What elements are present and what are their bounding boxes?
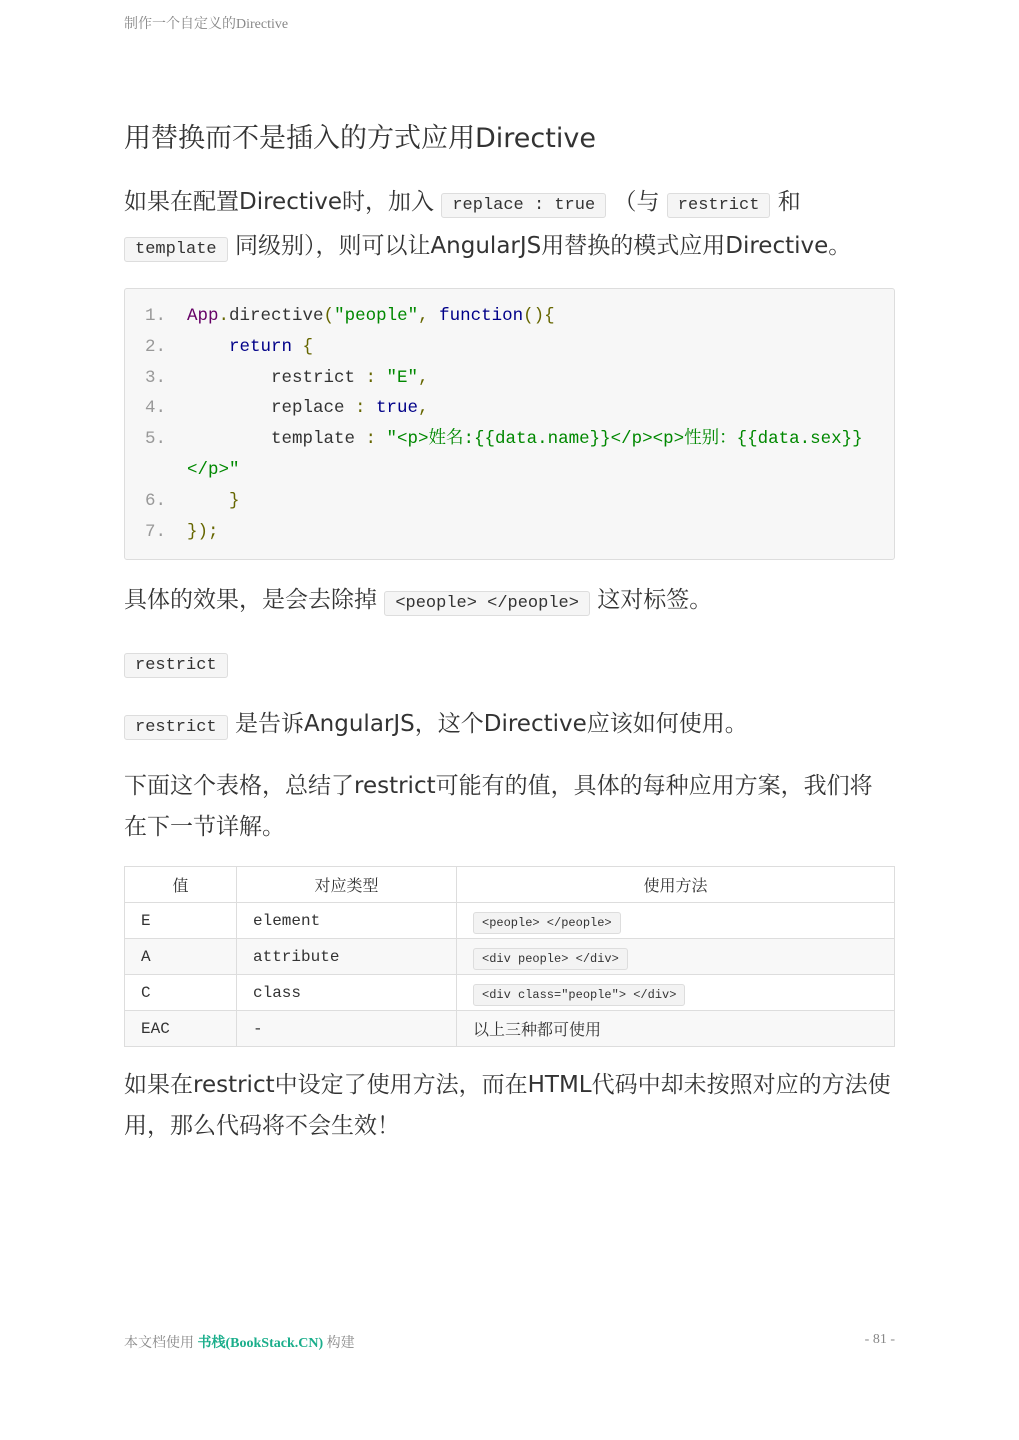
text: （与: [613, 189, 660, 215]
code-token: true: [376, 398, 419, 419]
text: 同级别），则可以让AngularJS用替换的模式应用Directive。: [234, 233, 852, 259]
restrict-table: [124, 866, 895, 1047]
line-number: 7.: [145, 521, 167, 542]
code-token: (){: [523, 306, 555, 326]
table-cell: C: [125, 975, 237, 1011]
table-row: [125, 1011, 895, 1047]
code-token: function: [439, 306, 524, 326]
code-token: directive: [229, 306, 324, 326]
code-block: [124, 288, 895, 560]
code-token: .: [218, 306, 230, 326]
code-token: ,: [418, 306, 440, 326]
page-content: [124, 118, 895, 1165]
code-token: :: [365, 367, 387, 388]
running-header: 制作一个自定义的Directive: [124, 17, 289, 32]
table-cell: EAC: [125, 1011, 237, 1047]
code-line: [145, 363, 874, 394]
paragraph-effect: [124, 580, 895, 624]
table-cell: -: [237, 1011, 457, 1047]
inline-code: replace : true: [441, 193, 606, 218]
code-token: template: [187, 429, 366, 450]
table-cell: element: [237, 903, 457, 939]
inline-code: <people> </people>: [473, 912, 621, 934]
code-token: ,: [418, 367, 429, 388]
code-token: }: [187, 490, 240, 511]
inline-code: <div class="people"> </div>: [473, 984, 685, 1006]
code-token: ,: [418, 398, 429, 419]
section-heading: 用替换而不是插入的方式应用Directive: [124, 123, 596, 154]
code-line: [145, 486, 874, 517]
inline-code: <people> </people>: [384, 591, 590, 616]
text: 这对标签。: [597, 587, 713, 614]
code-line: [145, 332, 874, 363]
column-header: 使用方法: [457, 867, 895, 903]
line-number: 6.: [145, 490, 167, 511]
line-number: 4.: [145, 398, 167, 419]
footer-credit: [124, 1332, 355, 1352]
page-number: - 81 -: [864, 1332, 895, 1347]
paragraph-warning: 如果在restrict中设定了使用方法，而在HTML代码中却未按照对应的方法使用，那么代码将不会生效！: [124, 1072, 891, 1140]
text: 具体的效果，是会去除掉: [124, 587, 377, 614]
brand-link[interactable]: 书栈(BookStack.CN): [197, 1336, 324, 1351]
code-token: });: [187, 521, 219, 542]
text: 本文档使用: [124, 1336, 198, 1351]
inline-code: restrict: [667, 193, 771, 218]
code-line: [145, 424, 874, 455]
code-line: [145, 455, 874, 486]
table-cell: class: [237, 975, 457, 1011]
code-token: :: [365, 429, 387, 450]
code-token: return: [229, 336, 293, 357]
table-cell: [457, 903, 895, 939]
table-row: [125, 939, 895, 975]
table-row: [125, 903, 895, 939]
code-token: replace: [187, 398, 356, 419]
inline-code: <div people> </div>: [473, 948, 628, 970]
code-token: App: [187, 306, 219, 326]
code-line: [145, 517, 874, 548]
table-cell: [457, 939, 895, 975]
paragraph-table-intro: 下面这个表格，总结了restrict可能有的值，具体的每种应用方案，我们将在下一节详解。: [124, 773, 873, 841]
text: 和: [777, 189, 801, 215]
code-token: "E": [386, 367, 419, 388]
code-line: [145, 301, 874, 332]
code-token: restrict: [187, 367, 366, 388]
code-token: (: [323, 306, 335, 326]
text: 构建: [323, 1336, 355, 1351]
column-header: 值: [125, 867, 237, 903]
line-number: 2.: [145, 336, 167, 357]
table-cell: attribute: [237, 939, 457, 975]
text: 是告诉AngularJS，这个Directive应该如何使用。: [234, 711, 748, 738]
table-cell: 以上三种都可使用: [457, 1011, 895, 1047]
table-cell: [457, 975, 895, 1011]
code-token: "<p>姓名:{{data.name}}</p><p>性别：{{data.sex}}: [386, 429, 863, 450]
inline-code: restrict: [124, 715, 228, 740]
code-token: </p>": [187, 459, 240, 480]
code-token: [187, 337, 229, 357]
code-line: [145, 393, 874, 424]
paragraph-replace: [124, 182, 895, 270]
restrict-label: [124, 642, 895, 686]
table-cell: A: [125, 939, 237, 975]
inline-code: restrict: [124, 653, 228, 678]
column-header: 对应类型: [237, 867, 457, 903]
code-token: :: [355, 398, 377, 419]
table-cell: E: [125, 903, 237, 939]
table-row: [125, 975, 895, 1011]
text: 如果在配置Directive时，加入: [124, 189, 435, 215]
code-token: "people": [334, 306, 419, 326]
paragraph-restrict: [124, 704, 895, 748]
code-token: {: [292, 336, 314, 357]
line-number: 5.: [145, 429, 167, 450]
inline-code: template: [124, 237, 228, 262]
line-number: 3.: [145, 367, 167, 388]
line-number: 1.: [145, 306, 167, 326]
